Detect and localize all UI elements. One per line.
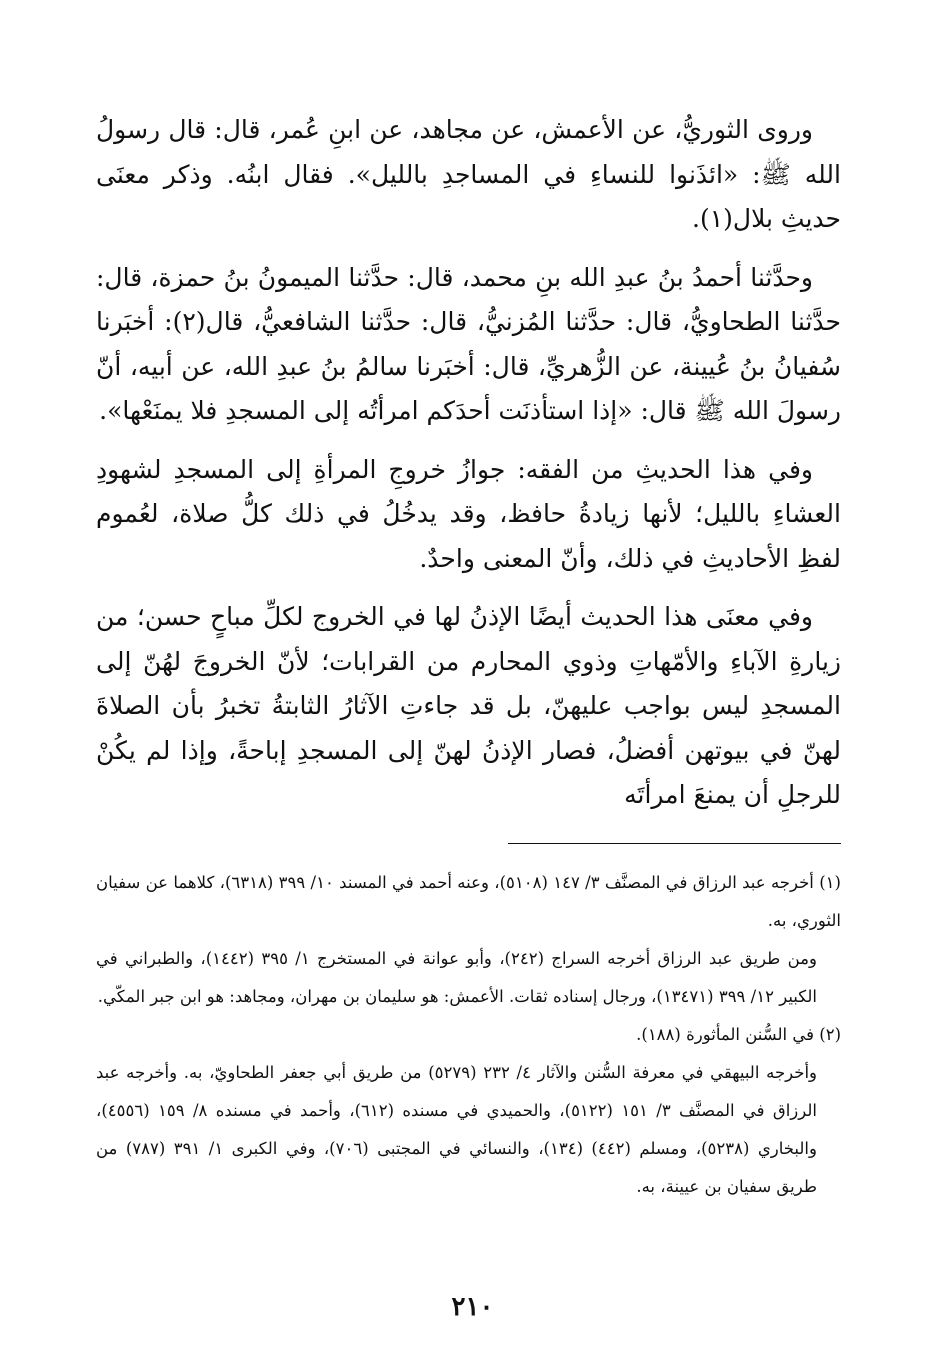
footnote-1-continuation: ومن طريق عبد الرزاق أخرجه السراج (٢٤٢)، وأبو عوانة في المستخرج ١/ ٣٩٥ (١٤٤٢)، والطبراني في الكبير ١٢/ ٣٩٩ (١٣٤٧١)، ورجال إسناده ثقات. الأعمش: هو سليمان بن مهران، ومجاهد: هو ابن جبر المكّي. [96,949,817,1006]
footnote-2-continuation: وأخرجه البيهقي في معرفة السُّنن والآثار ٤/ ٢٣٢ (٥٢٧٩) من طريق أبي جعفر الطحاويّ، به. وأخرجه عبد الرزاق في المصنَّف ٣/ ١٥١ (٥١٢٢)، والحميدي في مسنده (٦١٢)، وأحمد في مسنده ٨/ ١٥٩ (٤٥٥٦)، والبخاري (٥٢٣٨)، ومسلم (٤٤٢) (١٣٤)، والنسائي في المجتبى (٧٠٦)، وفي الكبرى ١/ ٣٩١ (٧٨٧) من طريق سفيان بن عيينة، به. [96,1063,818,1196]
footnote-2: (٢) في السُّنن المأثورة (١٨٨). [636,1025,841,1044]
paragraph-1: وروى الثوريُّ، عن الأعمش، عن مجاهد، عن ابنِ عُمر، قال: قال رسولُ الله ﷺ: «ائذَنوا للنساءِ في المساجدِ بالليل». فقال ابنُه. وذكر معنَى حديثِ بلال(١). [96,115,841,233]
footnotes [96,864,841,1206]
main-text [96,108,841,832]
page-number: ٢١٠ [451,1292,494,1322]
paragraph-2: وحدَّثنا أحمدُ بنُ عبدِ الله بنِ محمد، قال: حدَّثنا الميمونُ بنُ حمزة، قال: حدَّثنا الطحاويُّ، قال: حدَّثنا المُزنيُّ، قال: حدَّثنا الشافعيُّ، قال(٢): أخبَرنا سُفيانُ بنُ عُيينة، عن الزُّهريِّ، قال: أخبَرنا سالمُ بنُ عبدِ الله، عن أبيه، أنّ رسولَ الله ﷺ قال: «إذا استأذنَت أحدَكم امرأتُه إلى المسجدِ فلا يمنَعْها». [96,262,841,425]
paragraph-4: وفي معنَى هذا الحديث أيضًا الإذنُ لها في الخروج لكلِّ مباحٍ حسن؛ من زيارةِ الآباءِ والأمّهاتِ وذوي المحارم من القرابات؛ لأنّ الخروجَ لهُنّ إلى المسجدِ ليس بواجب عليهنّ، بل قد جاءتِ الآثارُ الثابتةُ تخبرُ بأن الصلاةَ لهنّ في بيوتهن أفضلُ، فصار الإذنُ لهنّ إلى المسجدِ إباحةً، وإذا لم يكُنْ للرجلِ أن يمنعَ امرأتَه [96,602,841,809]
footnote-1: (١) أخرجه عبد الرزاق في المصنَّف ٣/ ١٤٧ (٥١٠٨)، وعنه أحمد في المسند ١٠/ ٣٩٩ (٦٣١٨)، كلاهما عن سفيان الثوري، به. [96,873,841,930]
paragraph-3: وفي هذا الحديثِ من الفقه: جوازُ خروجِ المرأةِ إلى المسجدِ لشهودِ العشاءِ بالليل؛ لأنها زيادةُ حافظ، وقد يدخُلُ في ذلك كلُّ صلاة، لعُموم لفظِ الأحاديثِ في ذلك، وأنّ المعنى واحدٌ. [96,454,841,573]
footnote-separator [508,843,841,844]
